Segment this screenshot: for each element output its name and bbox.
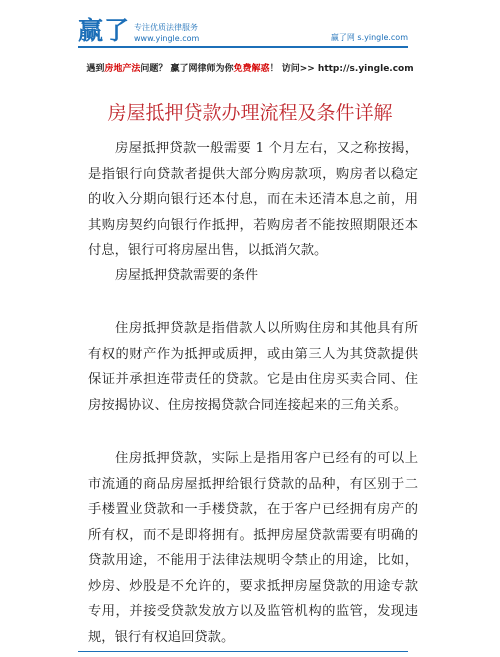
logo-text — [134, 22, 199, 44]
paragraph-details: 住房抵押贷款，实际上是指用客户已经有的可以上市流通的商品房屋抵押给银行贷款的品种，有区别于二手楼置业贷款和一手楼贷款，在于客户已经拥有房产的所有权，而不是即将拥有。抵押房屋贷款需要有明确的贷款用途，不能用于法律法规明令禁止的用途，比如，炒房、炒股是不允许的，要求抵押房屋贷款的用途专款专用，并接受贷款发放方以及监管机构的监管，发现违规，银行有权追回贷款。 — [88, 451, 418, 645]
promo-text-3: ！ 访问>> http://s.yingle.com — [269, 64, 414, 74]
paragraph-definition: 住房抵押贷款是指借款人以所购住房和其他具有所有权的财产作为抵押或质押，或由第三人为其贷款提供保证并承担连带责任的贷款。它是由住房买卖合同、住房按揭协议、住房按揭贷款合同连接起来的三角关系。 — [88, 321, 418, 413]
promo-banner[interactable] — [0, 61, 500, 74]
promo-highlight-2: 免费解惑 — [233, 64, 270, 74]
promo-text-1: 遇到 — [86, 64, 105, 74]
yingle-logo[interactable] — [78, 18, 199, 44]
logo-slogan: 专注优质法律服务 — [134, 23, 199, 32]
logo-mark: 赢了 — [78, 16, 131, 45]
logo-url: www.yingle.com — [134, 34, 200, 43]
promo-highlight-1: 房地产法 — [104, 64, 141, 74]
header-site-link[interactable]: 赢了网 s.yingle.com — [330, 33, 408, 42]
promo-text-2: 问题？ 赢了网律师为你 — [140, 64, 234, 74]
section-heading-conditions: 房屋抵押贷款需要的条件 — [115, 268, 259, 283]
page-header — [0, 0, 500, 50]
document-title: 房屋抵押贷款办理流程及条件详解 — [107, 102, 393, 124]
paragraph-intro: 房屋抵押贷款一般需要 1 个月左右，又之称按揭，是指银行向贷款者提供大部分购房款项，购房者以稳定的收入分期向银行还本付息，而在未还清本息之前，用其购房契约向银行作抵押，若购房者不能按照期限还本付息，银行可将房屋出售，以抵消欠款。 — [88, 141, 418, 258]
header-divider — [78, 46, 408, 48]
footer-divider — [78, 651, 408, 652]
